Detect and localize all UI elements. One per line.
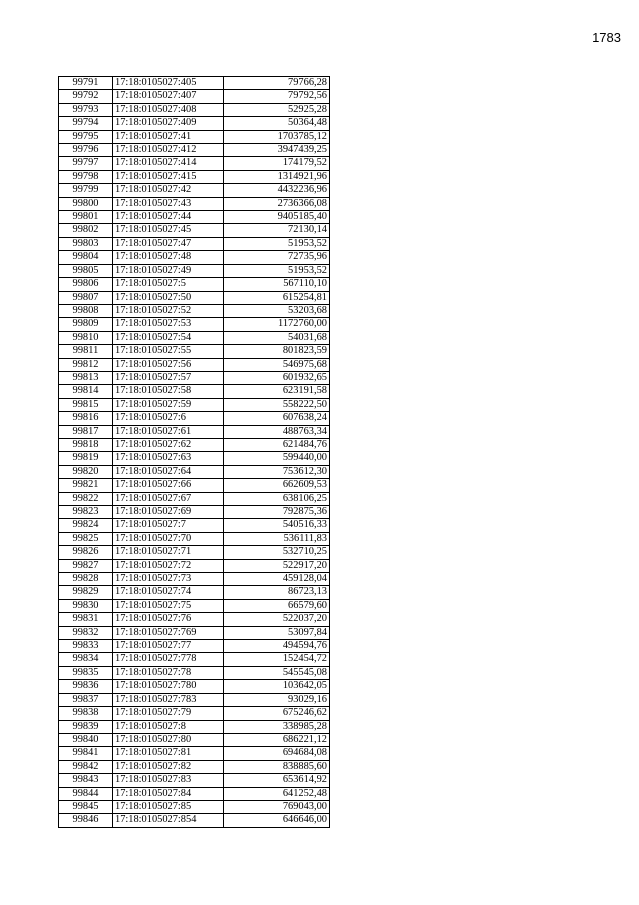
row-number: 99831 <box>59 613 113 626</box>
table-row <box>59 77 330 90</box>
cadastral-number: 17:18:0105027:55 <box>113 345 224 358</box>
cadastral-value: 662609,53 <box>224 479 330 492</box>
row-number: 99837 <box>59 693 113 706</box>
table-row <box>59 197 330 210</box>
table-row <box>59 519 330 532</box>
cadastral-value: 488763,34 <box>224 425 330 438</box>
table-row <box>59 157 330 170</box>
row-number: 99827 <box>59 559 113 572</box>
row-number: 99820 <box>59 465 113 478</box>
cadastral-value: 459128,04 <box>224 573 330 586</box>
row-number: 99830 <box>59 599 113 612</box>
cadastral-number: 17:18:0105027:43 <box>113 197 224 210</box>
cadastral-value: 54031,68 <box>224 331 330 344</box>
row-number: 99797 <box>59 157 113 170</box>
cadastral-value: 638106,25 <box>224 492 330 505</box>
row-number: 99811 <box>59 345 113 358</box>
row-number: 99813 <box>59 371 113 384</box>
row-number: 99804 <box>59 251 113 264</box>
table-row <box>59 626 330 639</box>
cadastral-number: 17:18:0105027:408 <box>113 103 224 116</box>
cadastral-value: 621484,76 <box>224 438 330 451</box>
cadastral-value: 599440,00 <box>224 452 330 465</box>
cadastral-number: 17:18:0105027:780 <box>113 680 224 693</box>
row-number: 99822 <box>59 492 113 505</box>
cadastral-value: 653614,92 <box>224 774 330 787</box>
table-row <box>59 358 330 371</box>
row-number: 99800 <box>59 197 113 210</box>
table-row <box>59 479 330 492</box>
table-row <box>59 278 330 291</box>
row-number: 99815 <box>59 398 113 411</box>
cadastral-number: 17:18:0105027:7 <box>113 519 224 532</box>
row-number: 99834 <box>59 653 113 666</box>
row-number: 99819 <box>59 452 113 465</box>
cadastral-value: 66579,60 <box>224 599 330 612</box>
cadastral-value: 79792,56 <box>224 90 330 103</box>
cadastral-value: 53097,84 <box>224 626 330 639</box>
table-row <box>59 224 330 237</box>
cadastral-number: 17:18:0105027:67 <box>113 492 224 505</box>
cadastral-number: 17:18:0105027:84 <box>113 787 224 800</box>
table-row <box>59 264 330 277</box>
cadastral-value: 338985,28 <box>224 720 330 733</box>
table-row <box>59 599 330 612</box>
row-number: 99839 <box>59 720 113 733</box>
row-number: 99803 <box>59 237 113 250</box>
table-row <box>59 559 330 572</box>
cadastral-value: 601932,65 <box>224 371 330 384</box>
row-number: 99824 <box>59 519 113 532</box>
row-number: 99844 <box>59 787 113 800</box>
cadastral-number: 17:18:0105027:61 <box>113 425 224 438</box>
cadastral-value: 1703785,12 <box>224 130 330 143</box>
row-number: 99821 <box>59 479 113 492</box>
cadastral-value: 753612,30 <box>224 465 330 478</box>
cadastral-value: 522037,20 <box>224 613 330 626</box>
row-number: 99795 <box>59 130 113 143</box>
cadastral-number: 17:18:0105027:70 <box>113 532 224 545</box>
cadastral-number: 17:18:0105027:81 <box>113 747 224 760</box>
table-row <box>59 452 330 465</box>
row-number: 99806 <box>59 278 113 291</box>
row-number: 99846 <box>59 814 113 827</box>
cadastral-value: 152454,72 <box>224 653 330 666</box>
table-row <box>59 707 330 720</box>
cadastral-number: 17:18:0105027:44 <box>113 211 224 224</box>
cadastral-number: 17:18:0105027:769 <box>113 626 224 639</box>
table-row <box>59 345 330 358</box>
cadastral-number: 17:18:0105027:56 <box>113 358 224 371</box>
table-row <box>59 398 330 411</box>
cadastral-number: 17:18:0105027:6 <box>113 412 224 425</box>
cadastral-number: 17:18:0105027:50 <box>113 291 224 304</box>
table-row <box>59 291 330 304</box>
cadastral-value: 93029,16 <box>224 693 330 706</box>
table-row <box>59 492 330 505</box>
cadastral-value: 51953,52 <box>224 237 330 250</box>
cadastral-value: 3947439,25 <box>224 144 330 157</box>
table-row <box>59 438 330 451</box>
row-number: 99826 <box>59 546 113 559</box>
row-number: 99809 <box>59 318 113 331</box>
cadastral-value: 50364,48 <box>224 117 330 130</box>
row-number: 99802 <box>59 224 113 237</box>
table-row <box>59 304 330 317</box>
cadastral-value: 769043,00 <box>224 800 330 813</box>
cadastral-number: 17:18:0105027:778 <box>113 653 224 666</box>
cadastral-value: 103642,05 <box>224 680 330 693</box>
cadastral-value: 646646,00 <box>224 814 330 827</box>
cadastral-number: 17:18:0105027:42 <box>113 184 224 197</box>
cadastral-number: 17:18:0105027:415 <box>113 170 224 183</box>
table-row <box>59 318 330 331</box>
table-row <box>59 814 330 827</box>
table-row <box>59 144 330 157</box>
table-row <box>59 733 330 746</box>
cadastral-value: 623191,58 <box>224 385 330 398</box>
cadastral-value: 546975,68 <box>224 358 330 371</box>
table-row <box>59 371 330 384</box>
row-number: 99810 <box>59 331 113 344</box>
cadastral-value: 72735,96 <box>224 251 330 264</box>
data-table <box>58 76 330 828</box>
cadastral-number: 17:18:0105027:53 <box>113 318 224 331</box>
cadastral-number: 17:18:0105027:76 <box>113 613 224 626</box>
table-row <box>59 720 330 733</box>
cadastral-number: 17:18:0105027:45 <box>113 224 224 237</box>
row-number: 99808 <box>59 304 113 317</box>
cadastral-value: 86723,13 <box>224 586 330 599</box>
row-number: 99816 <box>59 412 113 425</box>
cadastral-value: 532710,25 <box>224 546 330 559</box>
table-row <box>59 425 330 438</box>
table-row <box>59 747 330 760</box>
cadastral-number: 17:18:0105027:47 <box>113 237 224 250</box>
cadastral-number: 17:18:0105027:783 <box>113 693 224 706</box>
cadastral-number: 17:18:0105027:63 <box>113 452 224 465</box>
cadastral-number: 17:18:0105027:85 <box>113 800 224 813</box>
row-number: 99801 <box>59 211 113 224</box>
table-row <box>59 90 330 103</box>
row-number: 99807 <box>59 291 113 304</box>
table-row <box>59 506 330 519</box>
table-row <box>59 251 330 264</box>
cadastral-number: 17:18:0105027:54 <box>113 331 224 344</box>
cadastral-number: 17:18:0105027:5 <box>113 278 224 291</box>
cadastral-value: 51953,52 <box>224 264 330 277</box>
cadastral-number: 17:18:0105027:854 <box>113 814 224 827</box>
table-row <box>59 586 330 599</box>
table-row <box>59 653 330 666</box>
row-number: 99823 <box>59 506 113 519</box>
table-row <box>59 532 330 545</box>
row-number: 99792 <box>59 90 113 103</box>
cadastral-value: 52925,28 <box>224 103 330 116</box>
table-row <box>59 184 330 197</box>
row-number: 99825 <box>59 532 113 545</box>
row-number: 99798 <box>59 170 113 183</box>
cadastral-number: 17:18:0105027:407 <box>113 90 224 103</box>
table-row <box>59 573 330 586</box>
cadastral-number: 17:18:0105027:57 <box>113 371 224 384</box>
row-number: 99796 <box>59 144 113 157</box>
table-row <box>59 693 330 706</box>
row-number: 99841 <box>59 747 113 760</box>
table-row <box>59 640 330 653</box>
page-number: 1783 <box>592 30 621 45</box>
cadastral-number: 17:18:0105027:83 <box>113 774 224 787</box>
cadastral-number: 17:18:0105027:52 <box>113 304 224 317</box>
cadastral-number: 17:18:0105027:409 <box>113 117 224 130</box>
cadastral-value: 838885,60 <box>224 760 330 773</box>
row-number: 99818 <box>59 438 113 451</box>
row-number: 99793 <box>59 103 113 116</box>
cadastral-value: 9405185,40 <box>224 211 330 224</box>
cadastral-value: 53203,68 <box>224 304 330 317</box>
cadastral-value: 4432236,96 <box>224 184 330 197</box>
cadastral-value: 2736366,08 <box>224 197 330 210</box>
table-row <box>59 117 330 130</box>
cadastral-number: 17:18:0105027:77 <box>113 640 224 653</box>
cadastral-number: 17:18:0105027:41 <box>113 130 224 143</box>
table-row <box>59 170 330 183</box>
row-number: 99840 <box>59 733 113 746</box>
cadastral-value: 694684,08 <box>224 747 330 760</box>
cadastral-value: 1172760,00 <box>224 318 330 331</box>
cadastral-value: 641252,48 <box>224 787 330 800</box>
cadastral-value: 615254,81 <box>224 291 330 304</box>
table-row <box>59 666 330 679</box>
cadastral-number: 17:18:0105027:62 <box>113 438 224 451</box>
table-row <box>59 546 330 559</box>
cadastral-value: 567110,10 <box>224 278 330 291</box>
table-row <box>59 211 330 224</box>
cadastral-value: 540516,33 <box>224 519 330 532</box>
cadastral-value: 536111,83 <box>224 532 330 545</box>
table-row <box>59 412 330 425</box>
row-number: 99812 <box>59 358 113 371</box>
cadastral-number: 17:18:0105027:72 <box>113 559 224 572</box>
row-number: 99836 <box>59 680 113 693</box>
row-number: 99791 <box>59 77 113 90</box>
cadastral-value: 801823,59 <box>224 345 330 358</box>
cadastral-number: 17:18:0105027:82 <box>113 760 224 773</box>
cadastral-number: 17:18:0105027:74 <box>113 586 224 599</box>
cadastral-value: 522917,20 <box>224 559 330 572</box>
row-number: 99799 <box>59 184 113 197</box>
cadastral-number: 17:18:0105027:80 <box>113 733 224 746</box>
row-number: 99845 <box>59 800 113 813</box>
table-row <box>59 613 330 626</box>
cadastral-value: 607638,24 <box>224 412 330 425</box>
cadastral-number: 17:18:0105027:412 <box>113 144 224 157</box>
table-row <box>59 800 330 813</box>
cadastral-value: 792875,36 <box>224 506 330 519</box>
cadastral-value: 558222,50 <box>224 398 330 411</box>
row-number: 99829 <box>59 586 113 599</box>
row-number: 99832 <box>59 626 113 639</box>
cadastral-number: 17:18:0105027:48 <box>113 251 224 264</box>
cadastral-number: 17:18:0105027:78 <box>113 666 224 679</box>
table-row <box>59 103 330 116</box>
row-number: 99842 <box>59 760 113 773</box>
cadastral-number: 17:18:0105027:414 <box>113 157 224 170</box>
cadastral-number: 17:18:0105027:79 <box>113 707 224 720</box>
table-row <box>59 787 330 800</box>
cadastral-number: 17:18:0105027:66 <box>113 479 224 492</box>
table-row <box>59 130 330 143</box>
row-number: 99817 <box>59 425 113 438</box>
table-row <box>59 385 330 398</box>
cadastral-number: 17:18:0105027:59 <box>113 398 224 411</box>
table-row <box>59 680 330 693</box>
cadastral-number: 17:18:0105027:75 <box>113 599 224 612</box>
cadastral-value: 545545,08 <box>224 666 330 679</box>
cadastral-value: 72130,14 <box>224 224 330 237</box>
row-number: 99835 <box>59 666 113 679</box>
table-row <box>59 760 330 773</box>
table-row <box>59 331 330 344</box>
cadastral-value: 675246,62 <box>224 707 330 720</box>
cadastral-value: 174179,52 <box>224 157 330 170</box>
row-number: 99805 <box>59 264 113 277</box>
cadastral-value: 1314921,96 <box>224 170 330 183</box>
row-number: 99828 <box>59 573 113 586</box>
row-number: 99833 <box>59 640 113 653</box>
table-row <box>59 774 330 787</box>
row-number: 99838 <box>59 707 113 720</box>
cadastral-number: 17:18:0105027:64 <box>113 465 224 478</box>
row-number: 99794 <box>59 117 113 130</box>
cadastral-number: 17:18:0105027:49 <box>113 264 224 277</box>
row-number: 99843 <box>59 774 113 787</box>
cadastral-number: 17:18:0105027:71 <box>113 546 224 559</box>
cadastral-value: 686221,12 <box>224 733 330 746</box>
table-body <box>59 77 330 828</box>
cadastral-value: 79766,28 <box>224 77 330 90</box>
cadastral-number: 17:18:0105027:405 <box>113 77 224 90</box>
row-number: 99814 <box>59 385 113 398</box>
cadastral-number: 17:18:0105027:73 <box>113 573 224 586</box>
table-row <box>59 237 330 250</box>
table-row <box>59 465 330 478</box>
cadastral-value: 494594,76 <box>224 640 330 653</box>
cadastral-number: 17:18:0105027:8 <box>113 720 224 733</box>
cadastral-number: 17:18:0105027:69 <box>113 506 224 519</box>
cadastral-number: 17:18:0105027:58 <box>113 385 224 398</box>
